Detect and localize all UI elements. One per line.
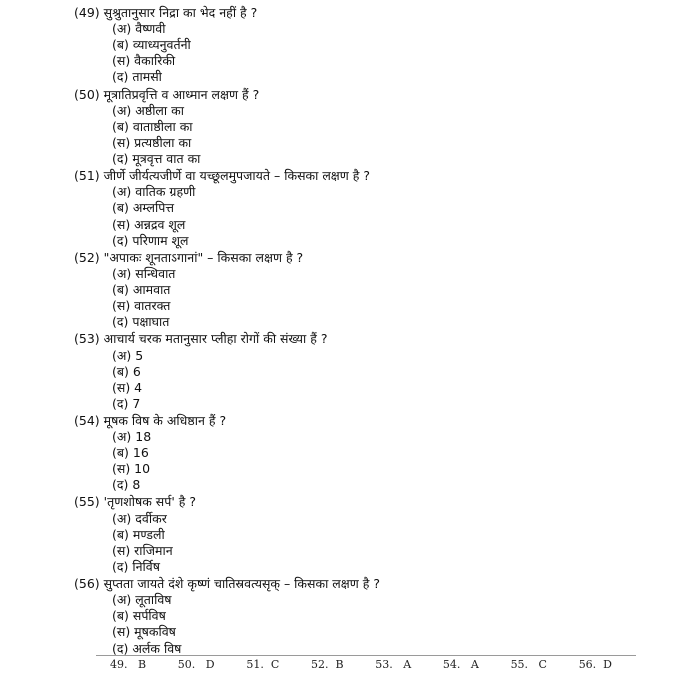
question-text: (56) सुप्तता जायते दंशे कृष्णं चातिस्रवत्यसृक् – किसका लक्षण है ? [74,576,380,592]
question-text: (50) मूत्रातिप्रवृत्ति व आध्मान लक्षण हैं ? [74,86,260,102]
question-list [74,4,664,657]
question-text: (53) आचार्य चरक मतानुसार प्लीहा रोगों की संख्या हैं ? [74,331,328,347]
option-item: (द) 7 [112,395,141,411]
question-text: (54) मूषक विष के अधिष्ठान हैं ? [74,412,227,428]
option-item: (स) 4 [112,379,143,395]
option-item: (स) अन्नद्रव शूल [112,216,186,232]
option-list [74,21,664,85]
question-text: (52) "अपाकः शूनताऽगानां" – किसका लक्षण है ? [74,249,304,265]
option-item: (ब) 16 [112,445,149,461]
option-list [74,511,664,575]
option-item: (ब) मण्डली [112,526,165,542]
option-item: (द) निर्विष [112,558,160,574]
option-item: (अ) 18 [112,429,152,445]
question-block [74,86,664,168]
option-item: (ब) आमवात [112,282,171,298]
answer-item: 54. A [442,658,479,671]
answer-item: 50. D [177,658,215,671]
question-text: (49) सुश्रुतानुसार निद्रा का भेद नहीं है ? [74,5,258,20]
option-list [74,184,664,248]
option-item: (स) वातरक्त [112,298,171,314]
option-item: (ब) 6 [112,363,141,379]
answer-item: 55. C [510,658,547,671]
option-item: (अ) सन्धिवात [112,265,176,281]
option-item: (द) अर्लक विष [112,640,182,656]
question-block [74,575,664,657]
option-item: (स) राजिमान [112,542,173,558]
question-text: (55) 'तृणशोषक सर्प' है ? [74,494,196,510]
option-list [74,429,664,493]
option-item: (स) वैकारिकी [112,53,176,69]
question-block [74,330,664,412]
question-block [74,167,664,249]
option-list [74,348,664,412]
option-item: (अ) वातिक ग्रहणी [112,184,196,200]
answer-item: 49. B [110,658,147,671]
option-item: (द) 8 [112,477,141,493]
option-item: (अ) अष्ठीला का [112,102,184,118]
answer-item: 51. C [246,658,280,671]
answer-item: 53. A [375,658,412,671]
option-item: (द) पक्षाघात [112,314,170,330]
option-item: (ब) अम्लपित्त [112,200,174,216]
question-block [74,249,664,331]
option-item: (अ) लूताविष [112,592,172,608]
question-block [74,493,664,575]
answer-item: 56. D [578,658,612,671]
question-block [74,412,664,494]
option-item: (स) प्रत्यष्ठीला का [112,134,192,150]
question-text: (51) जीर्णे जीर्यत्यजीर्णे वा यच्छूलमुपजायते – किसका लक्षण है ? [74,168,371,184]
option-item: (अ) वैष्णवी [112,21,166,37]
option-list [74,103,664,167]
answer-key [96,655,636,673]
option-item: (द) परिणाम शूल [112,232,189,248]
option-item: (द) तामसी [112,69,162,85]
question-block [74,4,664,86]
option-list [74,266,664,330]
option-list [74,592,664,656]
option-item: (अ) दर्वीकर [112,510,167,526]
option-item: (ब) सर्पविष [112,608,166,624]
option-item: (ब) व्याध्यनुवर्तनी [112,37,191,53]
answer-item: 52. B [310,658,344,671]
option-item: (अ) 5 [112,347,144,363]
option-item: (द) मूत्रवृत्त वात का [112,151,201,167]
option-item: (ब) वाताष्ठीला का [112,118,193,134]
option-item: (स) मूषकविष [112,624,176,640]
option-item: (स) 10 [112,461,151,477]
